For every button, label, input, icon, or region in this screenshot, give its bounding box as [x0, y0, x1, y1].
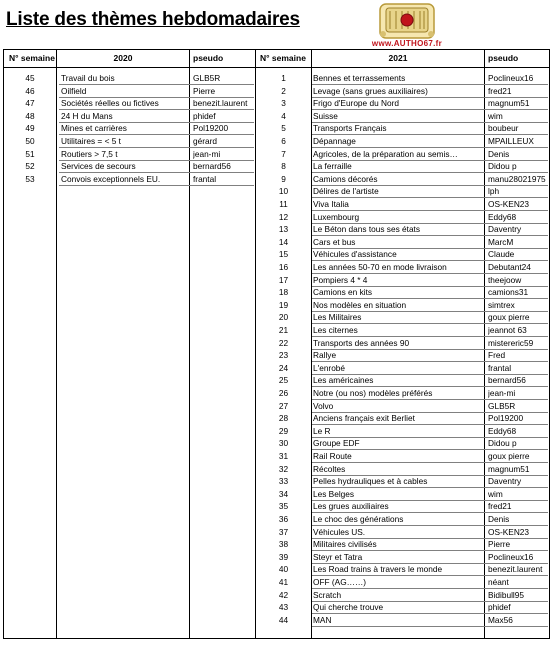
theme-text: Agricoles, de la préparation au semis…	[313, 148, 458, 159]
pseudo-text: Denis	[488, 514, 510, 524]
pseudo-text: boubeur	[488, 123, 519, 134]
table-row	[4, 97, 549, 110]
theme-text: Bennes et terrassements	[313, 73, 406, 83]
pseudo-text: Eddy68	[488, 425, 517, 436]
table-row	[4, 148, 549, 161]
table-row	[4, 500, 549, 513]
table-row	[4, 299, 549, 312]
theme-text: Frigo d'Europe du Nord	[313, 98, 399, 109]
table-row	[4, 211, 549, 224]
header-week-2020: N° semaine	[9, 53, 55, 63]
header-week-2021: N° semaine	[260, 53, 306, 63]
table-row	[4, 601, 549, 614]
pseudo-text: Didou p	[488, 161, 517, 172]
week-number: 50	[25, 136, 35, 146]
logo-text: www.AUTHO67.fr	[371, 39, 443, 48]
week-number: 40	[278, 564, 289, 575]
theme-text: Scratch	[313, 589, 342, 600]
themes-table	[3, 49, 550, 639]
header-year-2021: 2021	[388, 53, 408, 63]
table-row	[4, 349, 549, 362]
table-row	[4, 538, 549, 551]
table-row	[4, 85, 549, 98]
week-number: 7	[281, 148, 286, 159]
theme-text: Groupe EDF	[313, 438, 360, 449]
pseudo-text: jeannot 63	[488, 325, 527, 335]
pseudo-text: Pol19200	[193, 123, 229, 134]
theme-text: Délires de l'artiste	[313, 186, 379, 197]
pseudo-text: simtrex	[488, 299, 515, 310]
pseudo-text: phidef	[488, 602, 511, 613]
week-number: 48	[25, 110, 35, 121]
table-row	[4, 425, 549, 438]
pseudo-text: OS-KEN23	[488, 526, 530, 537]
week-number: 45	[25, 73, 35, 83]
theme-text: Travail du bois	[61, 73, 115, 83]
theme-text: Levage (sans grues auxiliaires)	[313, 85, 428, 96]
pseudo-text: magnum51	[488, 463, 530, 474]
pseudo-text: mistereric59	[488, 337, 534, 348]
theme-text: Pompiers 4 * 4	[313, 274, 368, 285]
pseudo-text: Daventry	[488, 224, 522, 235]
pseudo-text: jean-mi	[193, 148, 221, 159]
week-number: 19	[278, 299, 289, 310]
table-row	[4, 248, 549, 261]
theme-text: 24 H du Mans	[61, 110, 113, 121]
theme-text: Les Road trains à travers le monde	[313, 564, 443, 575]
header-pseudo-2021: pseudo	[488, 53, 519, 63]
week-number: 49	[25, 123, 35, 134]
week-number: 47	[25, 98, 35, 109]
pseudo-text: Poclineux16	[488, 551, 534, 562]
pseudo-text: wim	[488, 110, 503, 121]
pseudo-text: OS-KEN23	[488, 199, 530, 209]
table-row	[4, 614, 549, 627]
page-title: Liste des thèmes hebdomadaires	[6, 9, 300, 30]
theme-text: Luxembourg	[313, 211, 360, 222]
theme-text: Militaires civilisés	[313, 539, 377, 550]
week-number: 2	[281, 85, 286, 96]
week-number: 38	[278, 539, 289, 550]
table-row	[4, 110, 549, 123]
table-row	[4, 324, 549, 337]
pseudo-text: MarcM	[488, 236, 514, 247]
week-number: 42	[278, 589, 289, 600]
theme-text: Les grues auxiliaires	[313, 501, 389, 512]
week-number: 37	[278, 526, 289, 537]
header-pseudo-2020: pseudo	[193, 53, 224, 63]
pseudo-text: frantal	[193, 173, 217, 184]
pseudo-text: camions31	[488, 287, 529, 298]
pseudo-text: theejoow	[488, 274, 522, 285]
theme-text: Routiers > 7,5 t	[61, 148, 118, 159]
theme-text: Dépannage	[313, 136, 356, 146]
pseudo-text: Pol19200	[488, 413, 524, 424]
theme-text: Volvo	[313, 400, 334, 411]
theme-text: Les années 50-70 en mode livraison	[313, 262, 447, 272]
week-number: 21	[278, 325, 289, 335]
theme-text: L'enrobé	[313, 362, 346, 373]
theme-text: Les citernes	[313, 325, 358, 335]
week-number: 33	[278, 476, 289, 487]
theme-text: Le R	[313, 425, 331, 436]
week-number: 26	[278, 388, 289, 398]
pseudo-text: Claude	[488, 249, 515, 260]
pseudo-text: goux pierre	[488, 451, 530, 461]
table-row	[4, 122, 549, 135]
table-row	[4, 400, 549, 413]
week-number: 27	[278, 400, 289, 411]
week-number: 25	[278, 375, 289, 386]
table-row	[4, 198, 549, 211]
theme-text: Suisse	[313, 110, 338, 121]
table-row	[4, 551, 549, 564]
theme-text: Récoltes	[313, 463, 346, 474]
pseudo-text: bernard56	[193, 161, 231, 172]
table-row	[4, 563, 549, 576]
table-row	[4, 463, 549, 476]
week-number: 4	[281, 110, 286, 121]
header-divider	[4, 67, 549, 68]
week-number: 46	[25, 85, 35, 96]
week-number: 14	[278, 236, 289, 247]
theme-text: Steyr et Tatra	[313, 551, 363, 562]
pseudo-text: GLB5R	[488, 400, 516, 411]
week-number: 12	[278, 211, 289, 222]
table-row	[4, 274, 549, 287]
table-row	[4, 513, 549, 526]
table-row	[4, 160, 549, 173]
table-row	[4, 526, 549, 539]
table-row	[4, 173, 549, 186]
table-row	[4, 475, 549, 488]
week-number: 34	[278, 488, 289, 499]
pseudo-text: fred21	[488, 85, 512, 96]
theme-text: Véhicules US.	[313, 526, 366, 537]
theme-text: Transports des années 90	[313, 337, 410, 348]
truck-grille-icon	[366, 2, 448, 42]
pseudo-text: manu28021975	[488, 173, 546, 184]
theme-text: Le Béton dans tous ses états	[313, 224, 421, 235]
table-row	[4, 135, 549, 148]
pseudo-text: benezit.laurent	[193, 98, 248, 109]
table-row	[4, 362, 549, 375]
pseudo-text: GLB5R	[193, 73, 221, 83]
pseudo-text: Denis	[488, 148, 510, 159]
week-number: 18	[278, 287, 289, 298]
theme-text: Anciens français exit Berliet	[313, 413, 415, 424]
pseudo-text: Poclineux16	[488, 73, 534, 83]
week-number: 29	[278, 425, 289, 436]
week-number: 52	[25, 161, 35, 172]
week-number: 30	[278, 438, 289, 449]
theme-text: Rail Route	[313, 451, 352, 461]
table-row	[4, 236, 549, 249]
pseudo-text: wim	[488, 488, 503, 499]
header-year-2020: 2020	[113, 53, 133, 63]
theme-text: Les Militaires	[313, 312, 362, 323]
pseudo-text: goux pierre	[488, 312, 530, 323]
theme-text: OFF (AG……)	[313, 577, 367, 587]
pseudo-text: lph	[488, 186, 500, 197]
week-number: 10	[278, 186, 289, 197]
table-row	[4, 223, 549, 236]
table-row	[4, 412, 549, 425]
pseudo-text: MPAILLEUX	[488, 136, 534, 146]
week-number: 41	[278, 577, 289, 587]
pseudo-text: Pierre	[193, 85, 216, 96]
pseudo-text: néant	[488, 577, 509, 587]
table-row	[4, 589, 549, 602]
theme-text: Oilfield	[61, 85, 87, 96]
pseudo-text: Bidibull95	[488, 589, 524, 600]
theme-text: Notre (ou nos) modèles préférés	[313, 388, 433, 398]
pseudo-text: Daventry	[488, 476, 522, 487]
theme-text: MAN	[313, 614, 332, 625]
week-number: 32	[278, 463, 289, 474]
theme-text: Mines et carrières	[61, 123, 127, 134]
week-number: 8	[281, 161, 286, 172]
table-row	[4, 337, 549, 350]
theme-text: Cars et bus	[313, 236, 356, 247]
pseudo-text: Max56	[488, 614, 513, 625]
table-row	[4, 261, 549, 274]
week-number: 20	[278, 312, 289, 323]
pseudo-text: Pierre	[488, 539, 511, 550]
theme-text: Viva Italia	[313, 199, 349, 209]
week-number: 22	[278, 337, 289, 348]
week-number: 35	[278, 501, 289, 512]
pseudo-text: gérard	[193, 136, 217, 146]
theme-text: La ferraille	[313, 161, 352, 172]
week-number: 16	[278, 262, 289, 272]
theme-text: Transports Français	[313, 123, 387, 134]
week-number: 31	[278, 451, 289, 461]
theme-text: Camions en kits	[313, 287, 373, 298]
pseudo-text: Fred	[488, 350, 506, 361]
theme-text: Véhicules d'assistance	[313, 249, 397, 260]
table-row	[4, 72, 549, 85]
theme-text: Services de secours	[61, 161, 136, 172]
table-row	[4, 185, 549, 198]
week-number: 39	[278, 551, 289, 562]
pseudo-text: jean-mi	[488, 388, 516, 398]
theme-text: Pelles hydrauliques et à cables	[313, 476, 428, 487]
week-number: 28	[278, 413, 289, 424]
pseudo-text: fred21	[488, 501, 512, 512]
week-number: 53	[25, 173, 35, 184]
table-row	[4, 450, 549, 463]
autho67-logo	[366, 2, 448, 50]
week-number: 23	[278, 350, 289, 361]
week-number: 17	[278, 274, 289, 285]
pseudo-text: magnum51	[488, 98, 530, 109]
table-row	[4, 374, 549, 387]
week-number: 36	[278, 514, 289, 524]
table-row	[4, 488, 549, 501]
theme-text: Rallye	[313, 350, 337, 361]
table-row	[4, 437, 549, 450]
week-number: 1	[281, 73, 286, 83]
week-number: 9	[281, 173, 286, 184]
pseudo-text: Debutant24	[488, 262, 531, 272]
week-number: 51	[25, 148, 35, 159]
theme-text: Le choc des générations	[313, 514, 404, 524]
week-number: 43	[278, 602, 289, 613]
theme-text: Les Belges	[313, 488, 355, 499]
theme-text: Sociétés réelles ou fictives	[61, 98, 159, 109]
theme-text: Utilitaires = < 5 t	[61, 136, 121, 146]
week-number: 5	[281, 123, 286, 134]
table-row	[4, 576, 549, 589]
theme-text: Convois exceptionnels EU.	[61, 173, 161, 184]
theme-text: Camions décorés	[313, 173, 378, 184]
week-number: 11	[279, 199, 288, 209]
pseudo-text: Didou p	[488, 438, 517, 449]
table-row	[4, 286, 549, 299]
week-number: 13	[278, 224, 289, 235]
table-row	[4, 311, 549, 324]
week-number: 24	[278, 362, 289, 373]
week-number: 15	[278, 249, 289, 260]
theme-text: Qui cherche trouve	[313, 602, 384, 613]
week-number: 3	[281, 98, 286, 109]
row-underline	[312, 626, 548, 627]
week-number: 44	[278, 614, 289, 625]
pseudo-text: Eddy68	[488, 211, 517, 222]
pseudo-text: frantal	[488, 362, 512, 373]
pseudo-text: bernard56	[488, 375, 526, 386]
pseudo-text: phidef	[193, 110, 216, 121]
theme-text: Les américaines	[313, 375, 374, 386]
theme-text: Nos modèles en situation	[313, 299, 407, 310]
pseudo-text: benezit.laurent	[488, 564, 543, 575]
table-row	[4, 387, 549, 400]
week-number: 6	[281, 136, 286, 146]
